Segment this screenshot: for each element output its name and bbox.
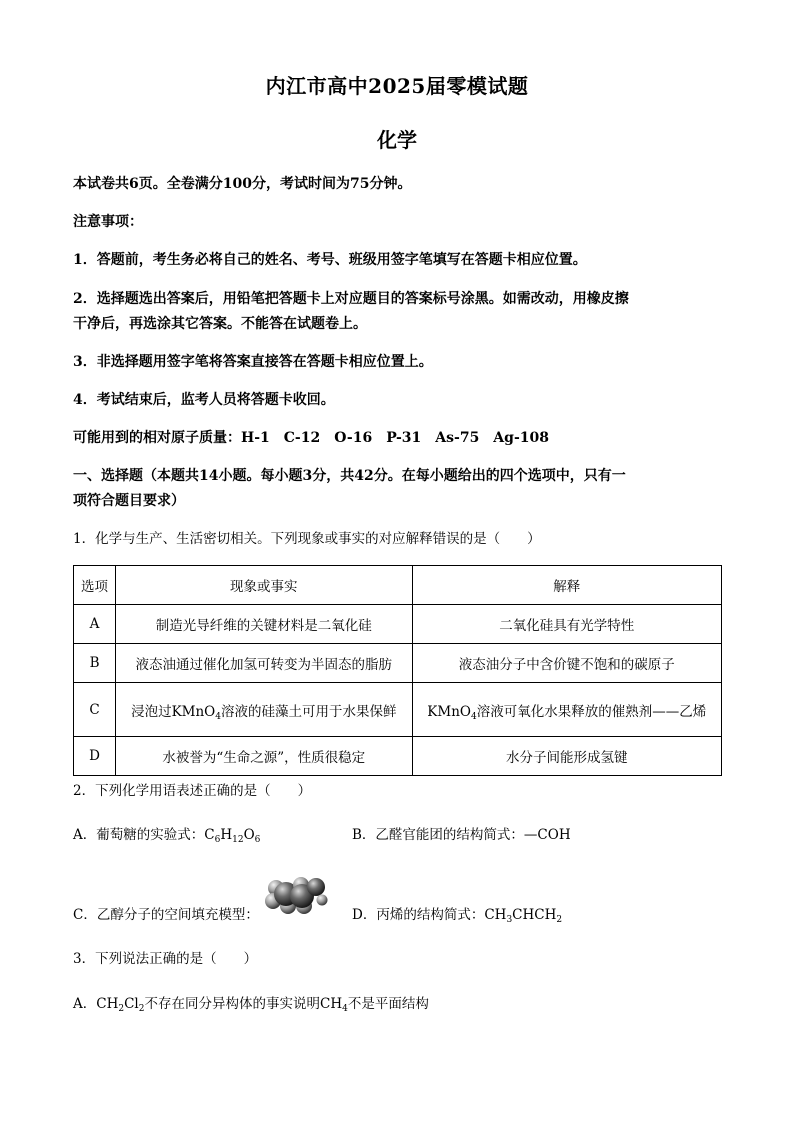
row-explanation: 二氧化硅具有光学特性 (412, 605, 721, 644)
subject-title: 化学 (377, 128, 417, 152)
section-1-heading-line-2: 项符合题目要求） (73, 493, 185, 509)
notice-item-2-line-2: 干净后，再选涂其它答案。不能答在试题卷上。 (73, 316, 367, 332)
table-header-row (74, 566, 722, 605)
question-2-option-a (73, 823, 333, 847)
header-option: 选项 (74, 566, 116, 605)
option-text: A．CH (73, 996, 119, 1012)
formula-text: 浸泡过KMnO (131, 703, 216, 720)
phenomenon-text: 溶液的硅藻土可用于水果保鲜 (220, 703, 397, 720)
question-3-option-a (73, 992, 733, 1016)
formula-subscript: 6 (254, 835, 261, 845)
header-phenomenon: 现象或事实 (116, 566, 412, 605)
row-phenomenon (116, 683, 412, 737)
formula-subscript: 3 (506, 915, 513, 925)
option-text: 不存在同分异构体的事实说明CH (144, 996, 343, 1012)
notice-item-1: 1．答题前，考生务必将自己的姓名、考号、班级用签字笔填写在答题卡相应位置。 (73, 252, 587, 268)
option-text: D．丙烯的结构简式：CH (352, 907, 507, 923)
option-text: H (220, 827, 233, 843)
row-phenomenon: 液态油通过催化加氢可转变为半固态的脂肪 (116, 644, 412, 683)
formula-subscript: 2 (138, 1004, 145, 1014)
table-row (74, 644, 722, 683)
option-text: 不是平面结构 (347, 996, 429, 1012)
notice-item-2-line-1: 2．选择题选出答案后，用铅笔把答题卡上对应题目的答案标号涂黑。如需改动，用橡皮擦 (73, 291, 629, 307)
ethanol-space-filling-model (264, 873, 328, 919)
formula-subscript: 12 (232, 835, 244, 845)
row-explanation: 水分子间能形成氢键 (412, 737, 721, 776)
formula-subscript: 6 (214, 835, 221, 845)
question-1-table (73, 565, 722, 776)
exam-title: 内江市高中2025届零模试题 (265, 74, 529, 98)
formula-subscript: 4 (470, 711, 477, 722)
formula-subscript: 2 (556, 915, 563, 925)
table-row (74, 605, 722, 644)
formula-subscript: 4 (215, 711, 221, 722)
row-explanation (412, 683, 721, 737)
row-phenomenon: 水被誉为“生命之源”，性质很稳定 (116, 737, 412, 776)
option-text: CHCH (512, 907, 557, 923)
question-2-stem: 2．下列化学用语表述正确的是（ ） (73, 783, 312, 799)
row-option: D (74, 737, 116, 776)
table-row (74, 683, 722, 737)
notice-item-4: 4．考试结束后，监考人员将答题卡收回。 (73, 392, 335, 408)
formula-subscript: 4 (342, 1004, 348, 1014)
explanation-text: 溶液可氧化水果释放的催熟剂——乙烯 (476, 703, 707, 720)
header-explanation: 解释 (412, 566, 721, 605)
exam-intro: 本试卷共6页。全卷满分100分，考试时间为75分钟。 (73, 176, 412, 192)
notice-heading: 注意事项： (73, 214, 143, 230)
row-option: B (74, 644, 116, 683)
question-2-option-b: B．乙醛官能团的结构简式：—COH (352, 827, 571, 843)
row-explanation: 液态油分子中含价键不饱和的碳原子 (412, 644, 721, 683)
option-text: O (243, 827, 255, 843)
formula-subscript: 2 (118, 1004, 125, 1014)
question-3-stem: 3．下列说法正确的是（ ） (73, 951, 258, 967)
question-2-option-c: C．乙醇分子的空间填充模型： (73, 907, 259, 923)
question-1-stem: 1．化学与生产、生活密切相关。下列现象或事实的对应解释错误的是（ ） (73, 531, 541, 547)
option-text: A．葡萄糖的实验式：C (73, 827, 215, 843)
formula-text: KMnO (427, 703, 471, 720)
row-option: C (74, 683, 116, 737)
question-2-option-d (352, 903, 722, 927)
row-option: A (74, 605, 116, 644)
table-row (74, 737, 722, 776)
section-1-heading-line-1: 一、选择题（本题共14小题。每小题3分，共42分。在每小题给出的四个选项中，只有一 (73, 468, 626, 484)
row-phenomenon: 制造光导纤维的关键材料是二氧化硅 (116, 605, 412, 644)
option-text: Cl (124, 996, 139, 1012)
notice-item-3: 3．非选择题用签字笔将答案直接答在答题卡相应位置上。 (73, 354, 433, 370)
atomic-masses: 可能用到的相对原子质量：H-1 C-12 O-16 P-31 As-75 Ag-108 (73, 430, 549, 446)
